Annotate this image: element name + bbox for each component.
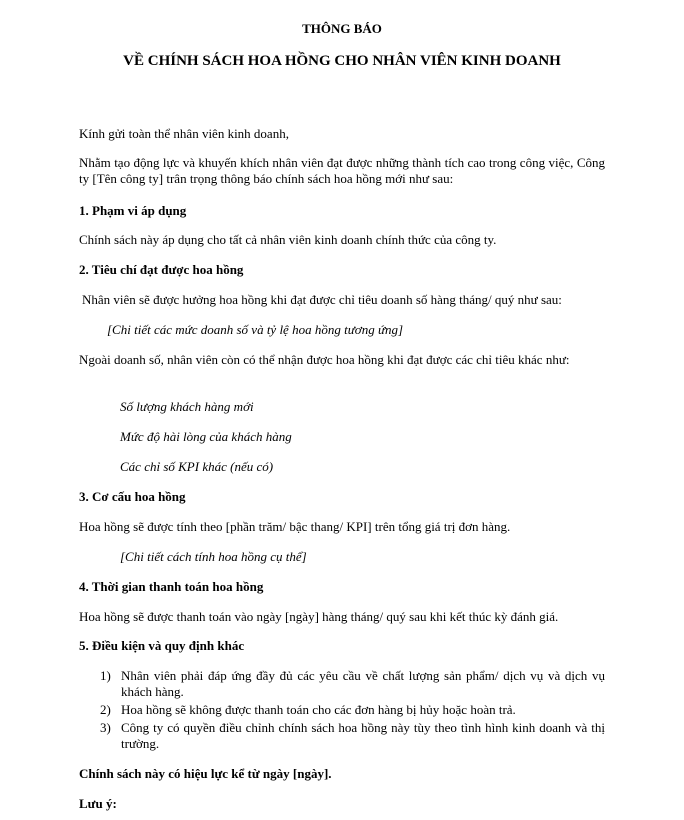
condition-number: 1) xyxy=(100,668,111,683)
criteria-item: Các chỉ số KPI khác (nếu có) xyxy=(120,459,274,474)
condition-item xyxy=(79,702,605,718)
section-4-heading: 4. Thời gian thanh toán hoa hồng xyxy=(79,579,264,594)
condition-item xyxy=(79,720,605,752)
document-subtitle: VỀ CHÍNH SÁCH HOA HỒNG CHO NHÂN VIÊN KINH DOANH xyxy=(123,53,561,69)
section-4-text: Hoa hồng sẽ được thanh toán vào ngày [ngày] hàng tháng/ quý sau khi kết thúc kỳ đánh giá. xyxy=(79,609,559,624)
criteria-item: Số lượng khách hàng mới xyxy=(120,399,254,414)
note-label: Lưu ý: xyxy=(79,796,117,811)
criteria-item: Mức độ hài lòng của khách hàng xyxy=(120,429,292,444)
section-2-other-text: Ngoài doanh số, nhân viên còn có thể nhận được hoa hồng khi đạt được các chỉ tiêu khác như: xyxy=(79,352,570,367)
intro-paragraph: Nhằm tạo động lực và khuyến khích nhân viên đạt được những thành tích cao trong công việc, Công ty [Tên công ty] trân trọng thông báo chính sách hoa hồng mới như sau: xyxy=(79,155,605,186)
section-3-placeholder: [Chi tiết cách tính hoa hồng cụ thể] xyxy=(120,549,307,564)
section-2-text: Nhân viên sẽ được hưởng hoa hồng khi đạt được chỉ tiêu doanh số hàng tháng/ quý như sau: xyxy=(82,292,562,307)
effective-date-statement: Chính sách này có hiệu lực kể từ ngày [ngày]. xyxy=(79,766,332,781)
section-3-text: Hoa hồng sẽ được tính theo [phần trăm/ bậc thang/ KPI] trên tổng giá trị đơn hàng. xyxy=(79,519,511,534)
greeting: Kính gửi toàn thể nhân viên kinh doanh, xyxy=(79,126,289,141)
condition-text: Công ty có quyền điều chỉnh chính sách hoa hồng này tùy theo tình hình kinh doanh và thị trường. xyxy=(121,720,605,751)
section-1-text: Chính sách này áp dụng cho tất cả nhân viên kinh doanh chính thức của công ty. xyxy=(79,232,497,247)
section-2-heading: 2. Tiêu chí đạt được hoa hồng xyxy=(79,262,244,277)
condition-text: Nhân viên phải đáp ứng đầy đủ các yêu cầu về chất lượng sản phẩm/ dịch vụ và dịch vụ khách hàng. xyxy=(121,668,605,699)
condition-number: 2) xyxy=(100,702,111,717)
section-3-heading: 3. Cơ cấu hoa hồng xyxy=(79,489,186,504)
condition-item xyxy=(79,668,605,700)
condition-text: Hoa hồng sẽ không được thanh toán cho các đơn hàng bị hủy hoặc hoàn trả. xyxy=(121,702,516,717)
condition-number: 3) xyxy=(100,720,111,735)
section-2-placeholder: [Chi tiết các mức doanh số và tỷ lệ hoa hồng tương ứng] xyxy=(107,322,404,337)
section-1-heading: 1. Phạm vi áp dụng xyxy=(79,203,187,218)
section-5-heading: 5. Điều kiện và quy định khác xyxy=(79,638,245,653)
document-title: THÔNG BÁO xyxy=(302,21,382,36)
conditions-list xyxy=(79,668,605,754)
